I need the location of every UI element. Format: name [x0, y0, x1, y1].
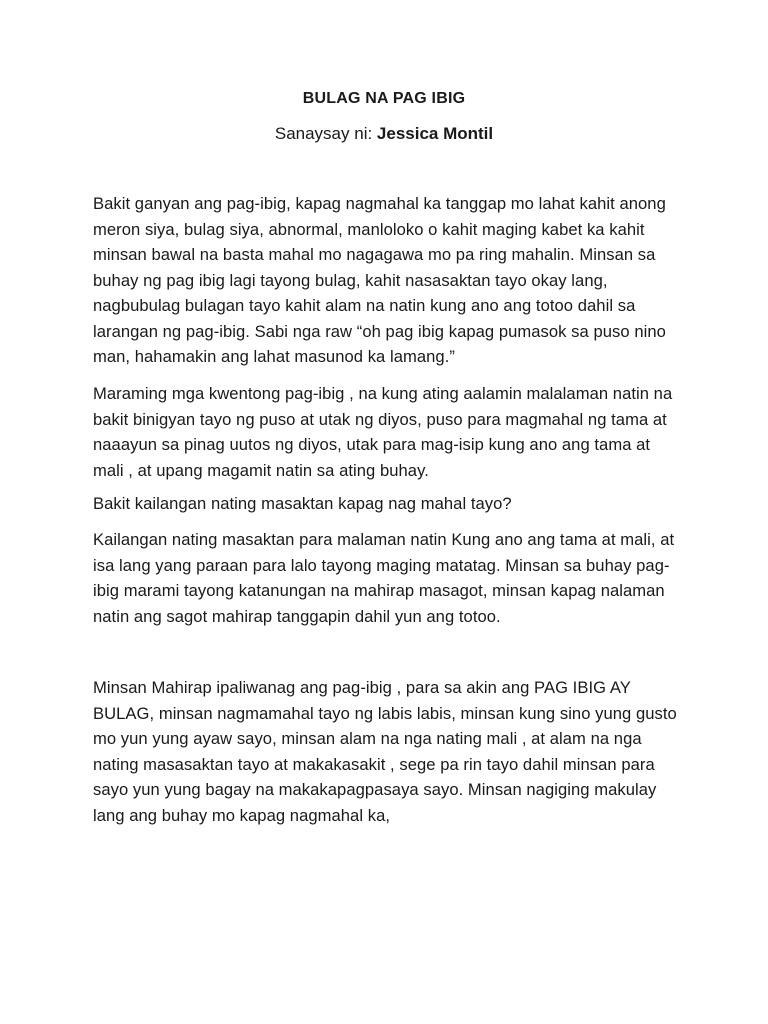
paragraph-1: Bakit ganyan ang pag-ibig, kapag nagmahal ka tanggap mo lahat kahit anong meron siya, bulag siya, abnormal, manloloko o kahit maging kabet ka kahit minsan bawal na basta mahal mo nagagawa mo pa ring mahalin. Minsan sa buhay ng pag ibig lagi tayong bulag, kahit nasasaktan tayo okay lang, nagbubulag bulagan tayo kahit alam na natin kung ano ang totoo dahil sa larangan ng pag-ibig. Sabi nga raw “oh pag ibig kapag pumasok sa puso nino man, hahamakin ang lahat masunod ka lamang.”	[93, 194, 666, 366]
author-name: Jessica Montil	[376, 124, 494, 143]
paragraph-4: Kailangan nating masaktan para malaman natin Kung ano ang tama at mali, at isa lang yang paraan para lalo tayong maging matatag. Minsan sa buhay pag-ibig marami tayong katanungan na mahirap masagot, minsan kapag nalaman natin ang sagot mahirap tanggapin dahil yun ang totoo.	[93, 530, 675, 626]
subtitle-prefix: Sanaysay ni:	[274, 124, 377, 143]
document-subtitle	[0, 124, 768, 144]
paragraph-5: Minsan Mahirap ipaliwanag ang pag-ibig , para sa akin ang PAG IBIG AY BULAG, minsan nagmamahal tayo ng labis labis, minsan kung sino yung gusto mo yun yung ayaw sayo, minsan alam na nga nating mali , at alam na nga nating masasaktan tayo at makakasakit , sege pa rin tayo dahil minsan para sayo yun yung bagay na makakapagpasaya sayo. Minsan nagiging makulay lang ang buhay mo kapag nagmahal ka,	[93, 678, 677, 825]
document-title: BULAG NA PAG IBIG	[302, 90, 466, 107]
paragraph-2: Maraming mga kwentong pag-ibig , na kung ating aalamin malalaman natin na bakit binigyan tayo ng puso at utak ng diyos, puso para magmahal ng tama at naaayun sa pinag uutos ng diyos, utak para mag-isip kung ano ang tama at mali , at upang magamit natin sa ating buhay.	[93, 384, 673, 480]
paragraph-3: Bakit kailangan nating masaktan kapag nag mahal tayo?	[93, 494, 512, 513]
